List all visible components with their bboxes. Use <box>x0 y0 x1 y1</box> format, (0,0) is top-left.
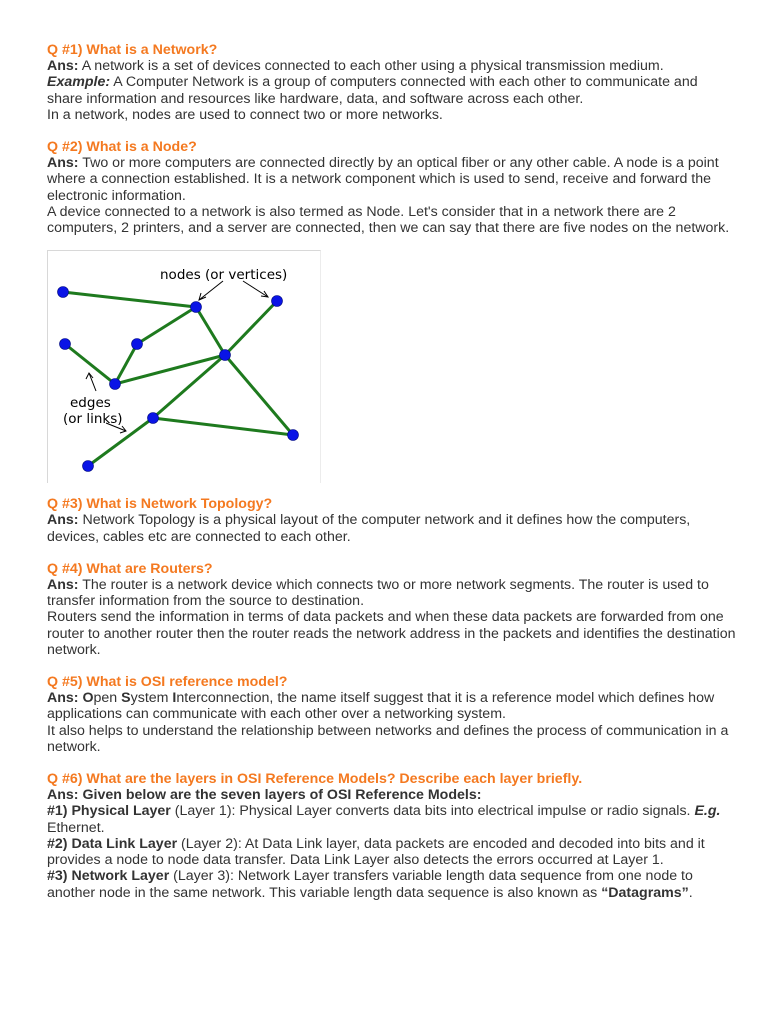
arrow-line <box>199 281 223 300</box>
question-3-heading: Q #3) What is Network Topology? <box>47 496 273 513</box>
node <box>191 302 202 313</box>
layer-number: (Layer 3): <box>169 868 234 885</box>
answer-text: nterconnection, the name itself suggest that it is a reference model which defines how applications can communicate with each other over a networking system. <box>47 690 715 723</box>
arrow-line <box>89 373 96 391</box>
arrow-head <box>86 373 93 379</box>
node <box>132 339 143 350</box>
layer-title: #3) Network Layer <box>47 868 170 885</box>
edge <box>137 307 196 344</box>
nodes-label: nodes (or vertices) <box>160 267 288 284</box>
question-1-example <box>47 74 737 106</box>
answer-label: Ans: <box>47 690 79 707</box>
edge <box>196 307 225 355</box>
node <box>110 379 121 390</box>
answer-intro: Ans: Given below are the seven layers of OSI Reference Models: <box>47 787 482 804</box>
answer-label: Ans: <box>47 155 79 172</box>
answer-text: A network is a set of devices connected to each other using a physical transmission medium. <box>78 58 664 75</box>
sentence-end: . <box>688 884 693 901</box>
layer-number: (Layer 1): <box>170 803 236 820</box>
graph-edges <box>63 292 293 466</box>
datagrams-term: “Datagrams” <box>601 884 689 901</box>
edge <box>63 292 196 307</box>
example-label: Example: <box>47 74 111 91</box>
node <box>83 461 94 472</box>
osi-layer-2 <box>47 836 737 868</box>
question-2-heading: Q #2) What is a Node? <box>47 139 197 156</box>
edge <box>65 344 115 384</box>
question-4-heading: Q #4) What are Routers? <box>47 560 213 577</box>
acronym-word-rest: ystem <box>130 690 173 707</box>
edges-label-sub: (or links) <box>63 411 123 428</box>
acronym-letter-o: O <box>82 690 94 707</box>
layer-number: (Layer 2): <box>177 835 242 852</box>
layer-description: Physical Layer converts data bits into electrical impulse or radio signals. <box>235 803 695 820</box>
node <box>272 296 283 307</box>
arrow-line <box>243 281 268 297</box>
question-5-extra: It also helps to understand the relationship between networks and defines the process of communication in a network. <box>47 722 729 755</box>
question-6-heading: Q #6) What are the layers in OSI Reference Models? Describe each layer briefly. <box>47 771 583 788</box>
example-text: A Computer Network is a group of computers connected with each other to communicate and share information and resources like hardware, data, and software across each other. <box>47 74 698 107</box>
document-body <box>47 42 737 901</box>
arrow-head <box>261 291 268 297</box>
acronym-letter-i: I <box>172 690 177 707</box>
question-1-extra: In a network, nodes are used to connect two or more networks. <box>47 106 443 123</box>
answer-label: Ans: <box>47 577 79 594</box>
question-4-extra: Routers send the information in terms of data packets and when these data packets are forwarded from one router to another router then the router reads the network address in the packets and identifies the destination network. <box>47 609 736 658</box>
acronym-letter-s: S <box>121 690 131 707</box>
layer-description: Network Layer transfers variable length data sequence from one node to another node in the same network. This variable length data sequence is also known as <box>47 868 693 901</box>
edge <box>225 301 277 355</box>
edge <box>225 355 293 435</box>
example-label: E.g. <box>694 803 721 820</box>
question-2-extra: A device connected to a network is also termed as Node. Let's consider that in a network there are 2 computers, 2 printers, and a server are connected, then we can say that there are five nodes on the network. <box>47 203 730 237</box>
node <box>220 350 231 361</box>
question-5-answer <box>47 690 737 722</box>
question-5-heading: Q #5) What is OSI reference model? <box>47 674 288 691</box>
edge <box>153 418 293 435</box>
layer-title: #1) Physical Layer <box>47 803 171 820</box>
question-6-answer-intro <box>47 787 737 803</box>
node <box>148 413 159 424</box>
answer-text: Network Topology is a physical layout of the computer network and it defines how the computers, devices, cables etc are connected to each other. <box>47 512 691 545</box>
question-1-answer <box>47 58 737 74</box>
question-1-heading: Q #1) What is a Network? <box>47 42 218 58</box>
answer-label: Ans: <box>47 512 79 529</box>
question-2-answer <box>47 155 737 204</box>
answer-label: Ans: <box>47 58 79 75</box>
edges-label: edges <box>70 395 111 412</box>
answer-text: The router is a network device which connects two or more network segments. The router is used to transfer information from the source to destination. <box>47 577 709 610</box>
question-4-answer <box>47 577 737 609</box>
answer-text: Two or more computers are connected directly by an optical fiber or any other cable. A node is a point where a connection established. It is a network component which is used to send, receive and forward the electronic information. <box>47 155 719 204</box>
network-graph-figure <box>47 250 321 483</box>
acronym-word-rest: pen <box>93 690 122 707</box>
node <box>60 339 71 350</box>
example-text: Ethernet. <box>47 819 105 836</box>
node <box>58 287 69 298</box>
network-graph <box>48 251 320 483</box>
layer-description: At Data Link layer, data packets are encoded and decoded into bits and it provides a node to node data transfer. Data Link Layer also detects the errors occurred at Layer 1. <box>47 835 705 869</box>
osi-layer-3 <box>47 868 737 900</box>
node <box>288 430 299 441</box>
osi-layer-1 <box>47 803 737 835</box>
layer-title: #2) Data Link Layer <box>47 835 178 852</box>
question-3-answer <box>47 512 737 544</box>
